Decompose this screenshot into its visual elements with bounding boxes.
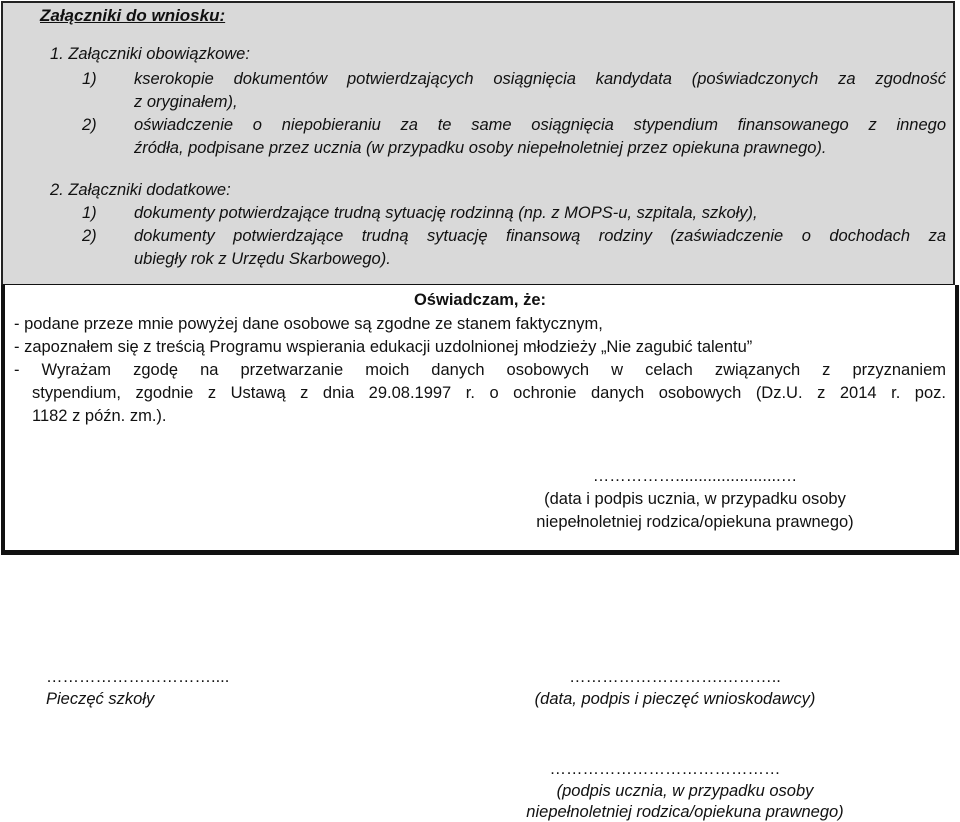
- applicant-signature-dots: ……………………….………..: [569, 668, 781, 686]
- section1-item2-line1: oświadczenie o niepobieraniu za te same osiągnięcia stypendium finansowanego z innego: [134, 116, 946, 134]
- section1-heading: 1. Załączniki obowiązkowe:: [50, 45, 250, 63]
- student-signature-label-line1: (data i podpis ucznia, w przypadku osoby: [544, 490, 846, 508]
- section1-item2-num: 2): [82, 116, 97, 134]
- student-final-signature-label-line1: (podpis ucznia, w przypadku osoby: [556, 782, 814, 800]
- attachments-title: Załączniki do wniosku:: [40, 6, 226, 25]
- declaration-line3c: 1182 z późn. zm.).: [32, 407, 167, 425]
- section2-item2-line1: dokumenty potwierdzające trudną sytuację finansową rodziny (zaświadczenie o dochodach za: [134, 227, 946, 245]
- student-signature-dots: …………….......................…: [592, 467, 798, 485]
- declaration-line1: - podane przeze mnie powyżej dane osobowe są zgodne ze stanem faktycznym,: [14, 315, 603, 333]
- student-final-signature-dots: ……………………………………: [549, 760, 781, 778]
- section1-item1-line2: z oryginałem),: [134, 93, 238, 111]
- school-stamp-label: Pieczęć szkoły: [46, 690, 155, 708]
- section2-item1-line1: dokumenty potwierdzające trudną sytuację rodzinną (np. z MOPS-u, szpitala, szkoły),: [134, 204, 758, 222]
- student-signature-label-line2: niepełnoletniej rodzica/opiekuna prawnego): [536, 513, 854, 531]
- section2-heading: 2. Załączniki dodatkowe:: [50, 181, 231, 199]
- student-final-signature-label-line2: niepełnoletniej rodzica/opiekuna prawnego): [526, 803, 844, 821]
- section2-item1-num: 1): [82, 204, 97, 222]
- applicant-signature-label: (data, podpis i pieczęć wnioskodawcy): [534, 690, 816, 708]
- section2-item2-line2: ubiegły rok z Urzędu Skarbowego).: [134, 250, 391, 268]
- declaration-line2: - zapoznałem się z treścią Programu wspierania edukacji uzdolnionej młodzieży „Nie zagubić talentu”: [14, 338, 753, 356]
- declaration-heading: Oświadczam, że:: [413, 291, 547, 309]
- declaration-line3b: stypendium, zgodnie z Ustawą z dnia 29.08.1997 r. o ochronie danych osobowych (Dz.U. z 2014 r. poz.: [32, 384, 946, 402]
- section1-item2-line2: źródła, podpisane przez ucznia (w przypadku osoby niepełnoletniej przez opiekuna prawnego).: [134, 139, 827, 157]
- declaration-line3a: - Wyrażam zgodę na przetwarzanie moich danych osobowych w celach związanych z przyznaniem: [14, 361, 946, 379]
- school-stamp-dots: …………………………....: [46, 668, 230, 686]
- section2-item2-num: 2): [82, 227, 97, 245]
- section1-item1-num: 1): [82, 70, 97, 88]
- section1-item1-line1: kserokopie dokumentów potwierdzających osiągnięcia kandydata (poświadczonych za zgodność: [134, 70, 946, 88]
